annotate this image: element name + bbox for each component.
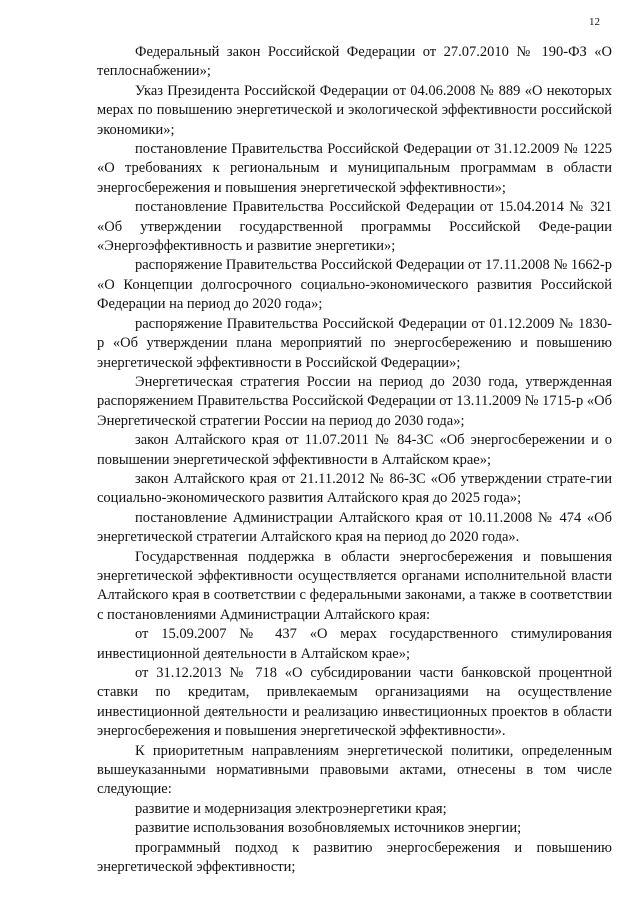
paragraph-altai-law-86: закон Алтайского края от 21.11.2012 № 86-ЗС «Об утверждении страте-гии социально-экономического развития Алтайского края до 2025 года»; [97, 470, 612, 507]
list-item-program-approach: программный подход к развитию энергосбережения и повышению энергетической эффективности; [97, 839, 612, 876]
paragraph-order-1662: распоряжение Правительства Российской Федерации от 17.11.2008 № 1662-р «О Концепции долгосрочного социально-экономического развития Российской Федерации на период до 2020 года»; [97, 257, 612, 313]
document-body [97, 43, 612, 877]
paragraph-resolution-718: от 31.12.2013 № 718 «О субсидировании части банковской процентной ставки по кредитам, привлекаемым организациями на осуществление инвестиционной деятельности и реализацию инвестиционных проектов в области энергосбережения и повышения энергетической эффективности». [97, 665, 612, 740]
paragraph-priority-directions: К приоритетным направлениям энергетической политики, определенным вышеуказанными нормативными правовыми актами, отнесены в том числе следующие: [97, 742, 612, 798]
paragraph-federal-law-190: Федеральный закон Российской Федерации от 27.07.2010 № 190-ФЗ «О теплоснабжении»; [97, 44, 612, 80]
paragraph-resolution-1225: постановление Правительства Российской Федерации от 31.12.2009 № 1225 «О требованиях к региональным и муниципальным программам в области энергосбережения и повышения энергетической эффективности»; [97, 141, 612, 196]
paragraph-order-1830: распоряжение Правительства Российской Федерации от 01.12.2009 № 1830-р «Об утверждении плана мероприятий по энергосбережению и повышению энергетической эффективности в Российской Федерации»; [97, 315, 612, 371]
list-item-renewables: развитие использования возобновляемых источников энергии; [135, 820, 522, 837]
paragraph-altai-law-84: закон Алтайского края от 11.07.2011 № 84-ЗС «Об энергосбережении и о повышении энергетической эффективности в Алтайском крае»; [97, 432, 612, 468]
page-number: 12 [589, 16, 600, 28]
paragraph-energy-strategy-2030: Энергетическая стратегия России на период до 2030 года, утвержденная распоряжением Правительства Российской Федерации от 13.11.2009 № 1715-р «Об Энергетической стратегии России на период до 2030 года»; [97, 373, 612, 429]
list-item-electric-power: развитие и модернизация электроэнергетики края; [135, 800, 447, 817]
paragraph-resolution-437: от 15.09.2007 № 437 «О мерах государственного стимулирования инвестиционной деятельности в Алтайском крае»; [97, 626, 612, 662]
paragraph-altai-resolution-474: постановление Администрации Алтайского края от 10.11.2008 № 474 «Об энергетической стратегии Алтайского края на период до 2020 года». [97, 509, 612, 546]
paragraph-resolution-321: постановление Правительства Российской Федерации от 15.04.2014 № 321 «Об утверждении государственной программы Российской Феде-рации «Энергоэффективность и развитие энергетики»; [97, 199, 612, 255]
paragraph-state-support: Государственная поддержка в области энергосбережения и повышения энергетической эффективности осуществляется органами исполнительной власти Алтайского края в соответствии с федеральными законами, а также в соответствии с постановлениями Администрации Алтайского края: [97, 548, 612, 623]
paragraph-decree-889: Указ Президента Российской Федерации от 04.06.2008 № 889 «О некоторых мерах по повышению энергетической и экологической эффективности российской экономики»; [97, 82, 612, 138]
